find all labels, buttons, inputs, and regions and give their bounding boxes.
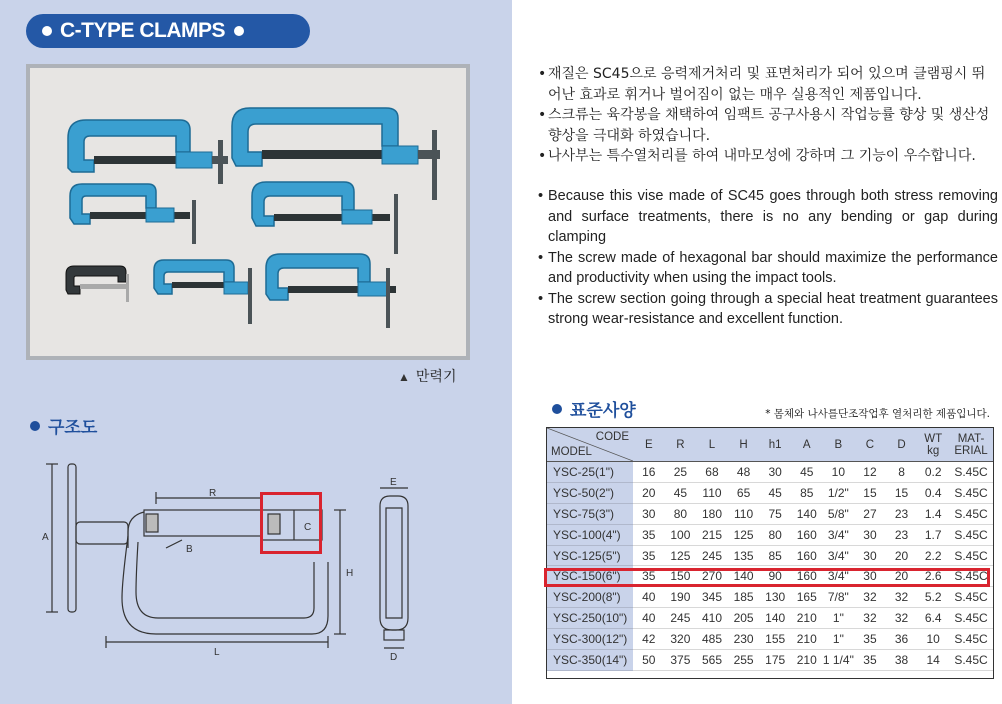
table-cell: S.45C [949,524,993,545]
table-cell: 32 [886,587,918,608]
table-cell: 75 [759,503,791,524]
table-cell: 32 [854,608,886,629]
table-cell: 35 [854,650,886,671]
code-label: CODE [595,431,629,443]
list-item: • The screw made of hexagonal bar should maximize the performance and productivity when using the impact tools. [538,249,998,286]
table-cell: 1.7 [917,524,949,545]
table-cell: S.45C [949,587,993,608]
table-cell: 12 [854,462,886,483]
table-cell: 210 [791,629,823,650]
table-cell: 2.2 [917,545,949,566]
spec-note: * 몸체와 나사를단조작업후 열처리한 제품입니다. [765,408,990,420]
table-cell: 35 [854,629,886,650]
column-header: E [633,428,665,462]
clamps-illustration [30,68,466,356]
table-cell: 130 [759,587,791,608]
table-cell: 30 [854,545,886,566]
bullet-dot-icon [30,421,40,431]
table-cell: S.45C [949,650,993,671]
diagram-label-b: B [186,544,193,555]
table-cell: 270 [696,566,728,587]
clamp-large-left [68,120,228,184]
table-cell: 485 [696,629,728,650]
table-cell: 140 [728,566,760,587]
table-cell: 38 [886,650,918,671]
list-item: • Because this vise made of SC45 goes through both stress removing and surface treatments, there is no any bending or gap during clamping [538,188,998,245]
table-cell: 175 [759,650,791,671]
table-cell: 15 [886,482,918,503]
table-row [547,462,993,483]
table-cell: 85 [791,482,823,503]
column-header: A [791,428,823,462]
table-cell: S.45C [949,503,993,524]
table-cell: 8 [886,462,918,483]
page-title: C-TYPE CLAMPS [60,19,226,42]
table-cell: 42 [633,629,665,650]
table-cell: 345 [696,587,728,608]
clamp-medium-left [70,184,196,244]
column-header: L [696,428,728,462]
table-cell: 50 [633,650,665,671]
bullet-dot-icon [552,404,562,414]
table-cell: 20 [886,566,918,587]
bullet-dot-icon [42,26,52,36]
table-row [547,566,993,587]
table-cell: 375 [665,650,697,671]
table-cell: 140 [759,608,791,629]
table-cell: 150 [665,566,697,587]
column-header: WT kg [917,428,949,462]
model-header-cell [547,428,633,462]
spec-table [546,427,994,679]
table-cell: 35 [633,566,665,587]
table-cell: 210 [791,608,823,629]
table-cell: 185 [728,587,760,608]
table-row [547,608,993,629]
table-cell: 230 [728,629,760,650]
table-cell: 68 [696,462,728,483]
table-cell: 45 [759,482,791,503]
product-photo [26,64,470,360]
table-cell: 0.4 [917,482,949,503]
model-cell: YSC-75(3") [547,503,633,524]
table-cell: 0.2 [917,462,949,483]
table-row [547,650,993,671]
table-cell: 140 [791,503,823,524]
diagram-label-e: E [390,477,397,488]
table-cell: 25 [665,462,697,483]
table-cell: 45 [665,482,697,503]
table-cell: 1" [823,608,855,629]
model-cell: YSC-100(4") [547,524,633,545]
table-cell: 320 [665,629,697,650]
model-cell: YSC-150(6") [547,566,633,587]
table-row [547,524,993,545]
spec-heading [552,396,636,421]
table-cell: 20 [886,545,918,566]
table-cell: 1.4 [917,503,949,524]
table-cell: 5/8" [823,503,855,524]
table-cell: 135 [728,545,760,566]
table-cell: S.45C [949,545,993,566]
table-cell: 35 [633,545,665,566]
table-cell: 2.6 [917,566,949,587]
table-cell: 20 [633,482,665,503]
table-cell: 3/4" [823,524,855,545]
list-item: • 나사부는 특수열처리를 하여 내마모성에 강하며 그 기능이 우수합니다. [538,148,976,164]
table-cell: 245 [696,545,728,566]
diagram-label-h: H [346,568,354,579]
table-cell: 215 [696,524,728,545]
spec-heading-text: 표준사양 [570,401,636,420]
table-cell: 32 [854,587,886,608]
diagram-label-d: D [390,652,398,663]
column-header: h1 [759,428,791,462]
list-item: • The screw section going through a special heat treatment guarantees strong wear-resistance and excellent function. [538,290,998,327]
table-cell: 32 [886,608,918,629]
table-cell: 1" [823,629,855,650]
structure-heading [30,413,97,438]
table-cell: 10 [917,629,949,650]
table-cell: S.45C [949,462,993,483]
table-cell: 5.2 [917,587,949,608]
model-cell: YSC-300(12") [547,629,633,650]
clamp-small-blue [154,260,252,324]
column-header: B [823,428,855,462]
model-cell: YSC-200(8") [547,587,633,608]
table-cell: 23 [886,503,918,524]
table-cell: 7/8" [823,587,855,608]
table-cell: 80 [665,503,697,524]
table-cell: 180 [696,503,728,524]
table-cell: S.45C [949,566,993,587]
model-cell: YSC-50(2") [547,482,633,503]
table-cell: S.45C [949,482,993,503]
model-label: MODEL [551,446,592,458]
model-cell: YSC-250(10") [547,608,633,629]
clamp-medium-bottom [266,254,396,328]
table-cell: 125 [728,524,760,545]
table-cell: 160 [791,524,823,545]
table-cell: 100 [665,524,697,545]
diagram-label-c: C [304,522,312,533]
table-cell: 205 [728,608,760,629]
table-cell: 190 [665,587,697,608]
table-cell: 15 [854,482,886,503]
table-cell: 14 [917,650,949,671]
diagram-label-l: L [214,647,220,658]
table-row [547,503,993,524]
table-cell: 110 [696,482,728,503]
column-header: C [854,428,886,462]
table-row [547,587,993,608]
table-cell: 40 [633,608,665,629]
table-cell: 85 [759,545,791,566]
table-cell: 27 [854,503,886,524]
table-cell: 30 [854,566,886,587]
table-cell: 30 [633,503,665,524]
model-cell: YSC-125(5") [547,545,633,566]
table-cell: 36 [886,629,918,650]
english-description [538,186,998,330]
table-cell: 160 [791,566,823,587]
table-cell: 10 [823,462,855,483]
table-cell: 1/2" [823,482,855,503]
table-cell: 16 [633,462,665,483]
model-cell: YSC-25(1") [547,462,633,483]
table-cell: 255 [728,650,760,671]
photo-caption-text: 만력기 [415,368,457,384]
table-cell: 35 [633,524,665,545]
column-header: MAT- ERIAL [949,428,993,462]
title-banner [26,14,310,48]
table-cell: 3/4" [823,545,855,566]
structure-heading-text: 구조도 [48,418,98,437]
table-cell: S.45C [949,629,993,650]
table-cell: 245 [665,608,697,629]
list-item: • 재질은 SC45으로 응력제거처리 및 표면처리가 되어 있으며 클램핑시 뛰어난 효과로 휘거나 벌어짐이 없는 매우 실용적인 제품입니다. [538,66,986,103]
table-header-row [547,428,993,462]
table-cell: 65 [728,482,760,503]
model-cell: YSC-350(14") [547,650,633,671]
table-cell: 30 [854,524,886,545]
table-cell: 410 [696,608,728,629]
column-header: R [665,428,697,462]
diagram-label-a: A [42,532,49,543]
clamp-small-black [66,266,129,302]
bullet-dot-icon [234,26,244,36]
diagram-label-r: R [209,488,217,499]
structure-diagram [26,452,486,664]
table-row [547,545,993,566]
column-header: D [886,428,918,462]
korean-description [538,64,998,167]
table-cell: 90 [759,566,791,587]
table-cell: 160 [791,545,823,566]
table-cell: 45 [791,462,823,483]
table-cell: 23 [886,524,918,545]
table-cell: 3/4" [823,566,855,587]
table-cell: 210 [791,650,823,671]
table-cell: 155 [759,629,791,650]
table-cell: 48 [728,462,760,483]
table-row [547,482,993,503]
table-cell: 125 [665,545,697,566]
table-row [547,629,993,650]
photo-caption [398,366,456,386]
table-cell: S.45C [949,608,993,629]
clamp-medium-right [252,182,398,254]
table-cell: 80 [759,524,791,545]
triangle-up-icon: ▲ [398,370,410,384]
table-cell: 1 1/4" [823,650,855,671]
list-item: • 스크류는 육각봉을 채택하여 임팩트 공구사용시 작업능률 향상 및 생산성 향상을 극대화 하였습니다. [538,107,990,144]
table-cell: 165 [791,587,823,608]
table-cell: 40 [633,587,665,608]
table-cell: 6.4 [917,608,949,629]
table-cell: 110 [728,503,760,524]
table-cell: 30 [759,462,791,483]
table-cell: 565 [696,650,728,671]
column-header: H [728,428,760,462]
